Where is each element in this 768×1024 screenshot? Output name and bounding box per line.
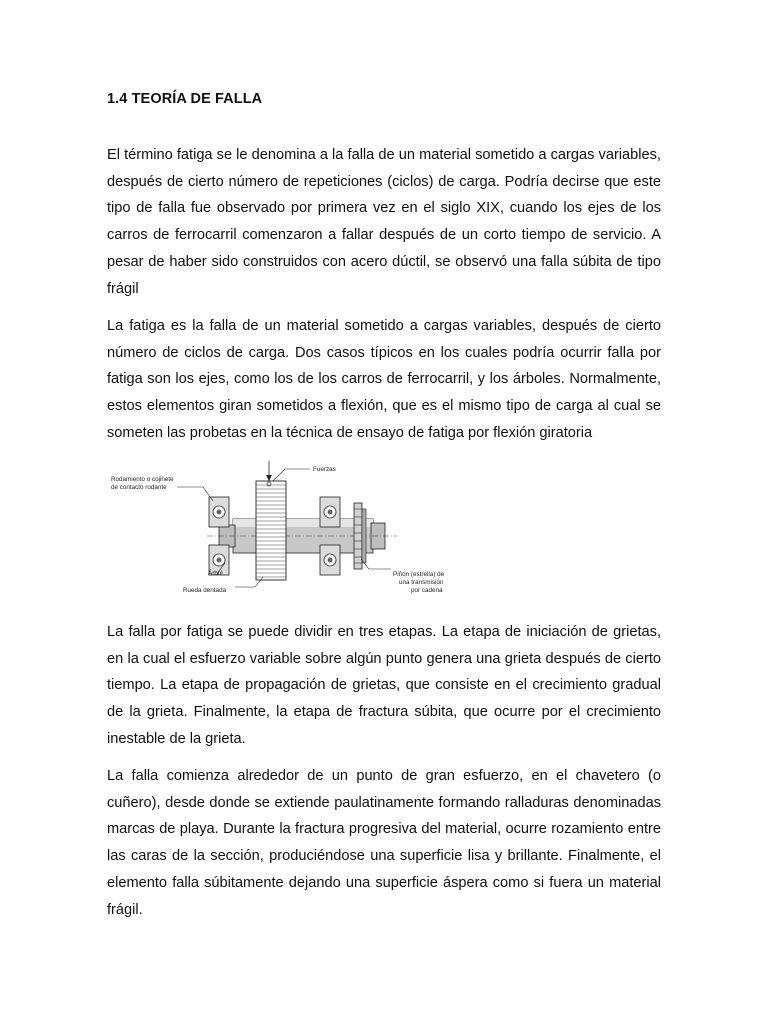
forces-leader [273,469,310,481]
label-bearing-line1: Rodamiento o cojinete [111,476,174,483]
chain-sprocket [354,503,366,569]
label-pinion-line2: una transmisión [399,579,444,586]
bearing-leader [177,487,213,501]
label-bearing-line2: de contacto rodante [111,484,167,491]
force-arrowhead [266,475,272,481]
section-heading: 1.4 TEORÍA DE FALLA [107,91,263,107]
shaft-highlight [233,519,373,527]
paragraph-beach-marks: La falla comienza alrededor de un punto de gran esfuerzo, en el chavetero (o cuñero), desde donde se extiende paulatinamente formando ralladuras denominadas marcas de playa. Durante la fractura progresiva del material, ocurre rozamiento entre las caras de la sección, produciéndose una superficie lisa y brillante. Finalmente, el elemento falla súbitamente dejando una superficie áspera como si fuera un material frágil. [107,768,661,918]
shaft-assembly-figure [107,461,455,601]
gear-wheel [256,481,286,580]
label-pinion-line1: Piñón (estrella) de [393,571,445,578]
paragraph-fatigue-definition: El término fatiga se le denomina a la falla de un material sometido a cargas variables, después de cierto número de repeticiones (ciclos) de carga. Podría decirse que este tipo de falla fue observado por primera vez en el siglo XIX, cuando los ejes de los carros de ferrocarril comenzaron a fallar después de un corto tiempo de servicio. A pesar de haber sido construidos con acero dúctil, se observó una falla súbita de tipo frágil [107,147,661,297]
label-gear: Rueda dentada [183,587,227,594]
label-shaft: Árbol [208,570,223,577]
label-forces: Fuerzas [313,466,336,473]
paragraph-fatigue-examples: La fatiga es la falla de un material sometido a cargas variables, después de cierto número de ciclos de carga. Dos casos típicos en los cuales podría ocurrir falla por fatiga son los ejes, como los de los carros de ferrocarril, y los árboles. Normalmente, estos elementos giran sometidos a flexión, que es el mismo tipo de carga al cual se someten las probetas en la técnica de ensayo de fatiga por flexión giratoria [107,318,661,441]
paragraph-fatigue-stages: La falla por fatiga se puede dividir en tres etapas. La etapa de iniciación de grietas, en la cual el esfuerzo variable sobre algún punto genera una grieta después de cierto tiempo. La etapa de propagación de grietas, que consiste en el crecimiento gradual de la grieta. Finalmente, la etapa de fractura súbita, que ocurre por el crecimiento inestable de la grieta. [107,624,661,747]
shaft-assembly-diagram [107,461,455,601]
label-pinion-line3: por cadena [411,587,443,594]
